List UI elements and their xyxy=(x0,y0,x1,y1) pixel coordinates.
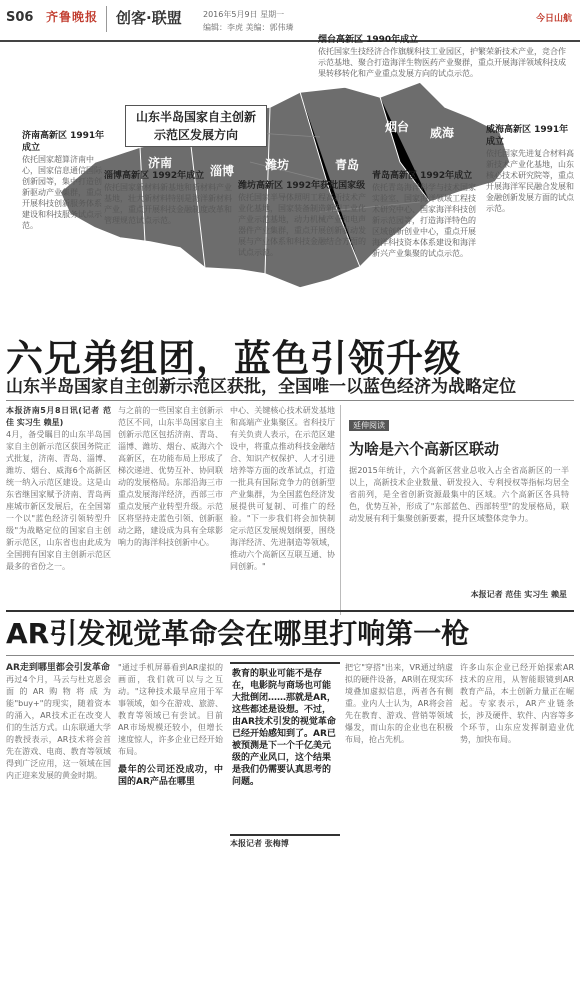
pull-quote-text: 教育的职业可能不是存在，电影院与商场也可能大批倒闭……那就是AR，这些都述是设想。不过，由AR技术引发的视觉革命已经开始感知到了。AR已被预测是下一个千亿美元级的产业风口，这个结果是我们仍需要认真思考的问题。 xyxy=(232,669,336,787)
article-column-1 xyxy=(6,405,111,610)
page-number: S06 xyxy=(6,10,34,25)
zone-zibo xyxy=(104,170,236,290)
city-label-qingdao: 青岛 xyxy=(335,158,360,172)
ar-column-3 xyxy=(345,662,453,992)
zone-title: 烟台高新区 1990年成立 xyxy=(318,35,419,45)
peninsula-map xyxy=(0,35,580,322)
divider xyxy=(6,400,574,401)
map-title-line1: 山东半岛国家自主创新 xyxy=(135,110,256,124)
article-text: 再过4个月，马云与杜克恩会面的AR购物将成为能"buy+"的现实，随着资本的涌入，AR技术正在改变人们的生活方式。山东联通大学的教授表示，AR技术将会首先在游戏、电商、教育等领域得到广泛应用，这一领域在国内正迎来发展的黄金时期。 xyxy=(6,675,111,780)
zone-text: 依托青岛海洋科学与技术国家实验室、国家海洋领域工程技术研究中心、国家海洋科技创新示范园等，打造海洋特色的区域创新创业中心，重点开展海洋科技资本体系建设和海洋新兴产业集聚的试点示范。 xyxy=(372,183,476,258)
zone-title: 青岛高新区 1992年成立 xyxy=(372,171,473,181)
zone-weifang xyxy=(238,180,368,320)
main-headline: 六兄弟组团，蓝色引领升级 xyxy=(6,337,462,380)
ar-subheading: 最年的公司还没成功，中国的AR产品在哪里 xyxy=(118,765,223,787)
zone-title: 淄博高新区 1992年成立 xyxy=(104,171,205,181)
sidebar-title: 为啥是六个高新区联动 xyxy=(349,440,500,458)
issue-date: 2016年5月9日 星期一 xyxy=(203,10,285,19)
ar-headline: AR引发视觉革命会在哪里打响第一枪 xyxy=(6,617,470,650)
zone-title: 威海高新区 1991年成立 xyxy=(486,125,569,147)
zone-text: 依托国家先进复合材料高新技术产业化基地，山东核心技术研究院等，重点开展海洋军民融合发展和金融创新发展方面的试点示范。 xyxy=(486,149,574,213)
zone-weihai xyxy=(486,124,576,284)
article-text: 与之前的一些国家自主创新示范区不同，山东半岛国家自主创新示范区包括济南、青岛、淄博、潍坊、烟台、威海六个高新区，在功能布局上形成了梯次递进、优势互补、协同联动的发展格局。东部沿海三市重点发展海洋经济，西部三市重点发展产业转型升级。示范区将坚持走蓝色引领、创新驱动之路，建设成为具有全球影响力的海洋科技创新中心。 xyxy=(118,406,223,547)
article-column-3 xyxy=(230,405,335,610)
sidebar-tag: 延伸阅读 xyxy=(349,420,389,431)
ar-column-1 xyxy=(6,662,111,992)
city-label-weihai: 威海 xyxy=(430,126,455,140)
ar-column-2 xyxy=(118,662,223,992)
ar-byline: 本报记者 张梅博 xyxy=(230,839,289,848)
article-text: 中心、关键核心技术研发基地和高端产业集聚区。省科技厅有关负责人表示，在示范区建设中，将重点推动科技金融结合、知识产权保护、人才引进培养等方面的改革试点，打造一批具有国际竞争力的创新型产业集群，为全国蓝色经济发展提供可复制、可推广的经验。"下一步我们将会加快制定示范区发展规划纲要，围绕海洋经济、先进制造等领域，推动六个高新区互联互通、协同创新。" xyxy=(230,406,335,571)
ar-kicker: AR走到哪里都会引发革命 xyxy=(6,663,110,673)
zone-qingdao xyxy=(372,170,482,320)
ar-pull-quote xyxy=(230,662,340,836)
article-byline: 本报济南5月8日讯(记者 范佳 实习生 赖星) xyxy=(6,406,111,427)
ar-column-4 xyxy=(460,662,574,992)
zone-title: 潍坊高新区 1992年获批国家级 xyxy=(238,181,366,191)
zone-jinan xyxy=(22,130,108,320)
zone-yantai xyxy=(318,34,573,78)
zone-text: 依托国家半导体照明工程高新技术产业化基地，国家装备制造新型工业化产业示范基地，动力机械产业和电声器件产业集群，重点开展创新驱动发展与产业体系和科技金融结合方面的试点示范。 xyxy=(238,193,366,257)
article-column-2 xyxy=(118,405,223,610)
city-label-jinan: 济南 xyxy=(148,156,173,170)
newspaper-logo: 齐鲁晚报 xyxy=(46,10,99,24)
city-label-zibo: 淄博 xyxy=(210,164,235,178)
article-text: 许多山东企业已经开始探索AR技术的应用，从智能眼镜到AR教育产品，本土创新力量正在崛起。专家表示，AR产业链条长，涉及硬件、软件、内容等多个环节，山东应发挥制造业优势，加快布局。 xyxy=(460,663,574,744)
zone-text: 依托国家新材料新基地和新材料产业基地，壮大新材料特别是海洋新材料产业，重点开展科技金融制度改革和管理规范试点示范。 xyxy=(104,183,232,225)
article-text: "通过手机屏幕看到AR虚拟的画面，我们就可以与之互动。"这种技术最早应用于军事领域，如今在游戏、旅游、教育等领域已有尝试。目前AR市场规模还较小，但增长速度惊人，许多企业已经开始布局。 xyxy=(118,663,223,756)
map-title-line2: 示范区发展方向 xyxy=(153,128,238,142)
zone-text: 依托国家生技经济合作旗舰科技工业园区，护繁荣新技术产业，竞合作示范基地、聚合打造海洋生物医药产业聚群，重点开展海洋领域科技成果转移转化和产业重点发展方向的试点示范。 xyxy=(318,47,566,78)
city-label-weifang: 潍坊 xyxy=(265,158,290,172)
city-label-yantai: 烟台 xyxy=(385,120,410,134)
divider xyxy=(106,6,107,32)
today-label: 今日山航 xyxy=(535,14,572,24)
section-title: 创客·联盟 xyxy=(116,9,182,27)
sidebar-byline: 本报记者 范佳 实习生 赖星 xyxy=(470,590,567,599)
divider xyxy=(6,655,574,656)
sidebar xyxy=(340,405,577,615)
sidebar-text: 据2015年统计，六个高新区营业总收入占全省高新区的一半以上，高新技术企业数量、研发投入、专利授权等指标均居全省前列，是全省创新资源最集中的区域。六个高新区各具特色，优势互补，形成了"东部蓝色、西部转型"的发展格局，联动发展有利于集聚创新要素，提升区域整体竞争力。 xyxy=(349,466,569,523)
editors: 编辑：李虎 美编：郭伟璘 xyxy=(203,23,294,32)
zone-text: 依托国家超算济南中心，国家信息通信国际创新园等，集中打造创新驱动产业集群，重点开展科技创新服务体系建设和科技服务试点示范。 xyxy=(22,155,102,230)
article-text: 把它"穿搭"出来，VR通过纳虚拟的硬件设备，AR则在现实环境叠加虚拟信息，两者各有侧重。业内人士认为，AR将会首先在教育、游戏、营销等领域爆发，而山东的企业也在积极布局，抢占先机。 xyxy=(345,663,453,744)
main-subhead: 山东半岛国家自主创新示范区获批，全国唯一以蓝色经济为战略定位 xyxy=(6,377,516,397)
map-title xyxy=(125,105,267,147)
article-text: 4月，备受瞩目的山东半岛国家自主创新示范区获国务院正式批复，济南、青岛、淄博、潍坊、烟台、威海6个高新区统一纳入示范区建设。这是山东省继国家赋予济南、青岛两座城市新区发展后，在全国第一个以"蓝色经济引领转型升级"为战略定位的国家自主创新示范区，山东省也由此成为全国拥有国家自主创新示范区最多的省份之一。 xyxy=(6,430,111,571)
zone-title: 济南高新区 1991年成立 xyxy=(22,131,105,153)
